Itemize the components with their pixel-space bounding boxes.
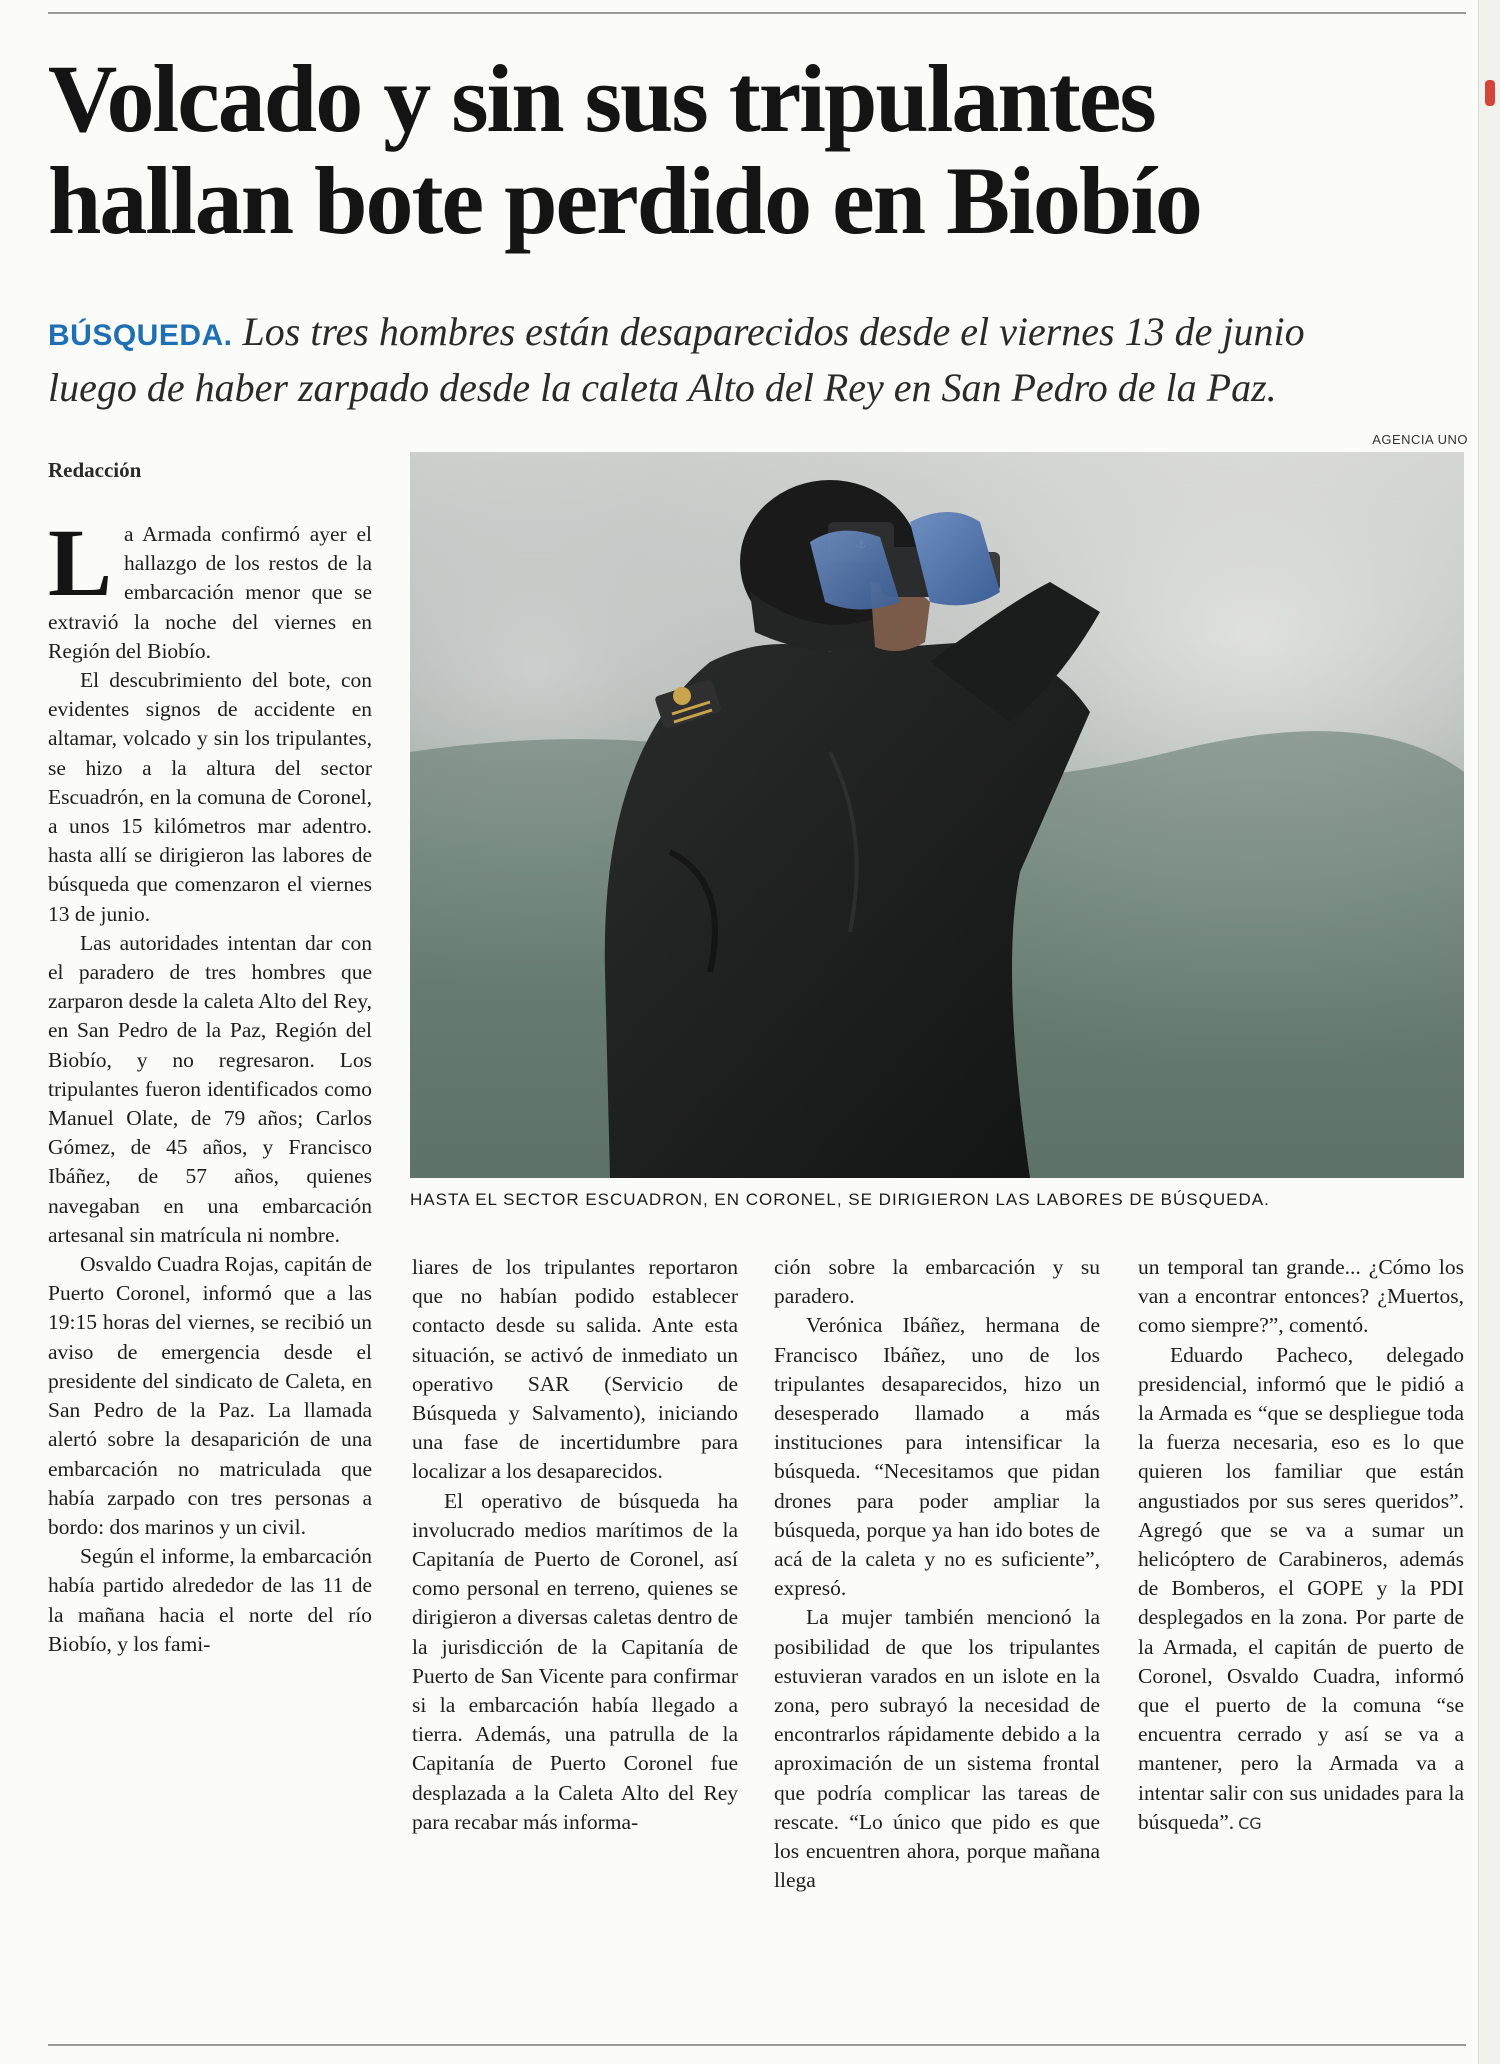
end-mark-icon: CG <box>1238 1813 1262 1833</box>
adjacent-page-edge <box>1478 0 1500 2064</box>
paragraph-5: Según el informe, la embarcación había partido alrededor de las 11 de la mañana hacia el norte del río Biobío, y los fami- <box>48 1544 372 1656</box>
paragraph-8: ción sobre la embarcación y su paradero. <box>774 1255 1100 1309</box>
article-column-3 <box>774 1253 1100 1895</box>
deck-text-1: Los tres hombres están desaparecidos desde el viernes 13 de junio <box>242 309 1305 354</box>
paragraph-9: Verónica Ibáñez, hermana de Francisco Ibáñez, uno de los tripulantes desaparecidos, hizo un desesperado llamado a más instituciones para intensificar la búsqueda. “Necesitamos que pidan drones para poder ampliar la búsqueda, porque ya han ido botes de acá de la caleta y no es suficiente”, expresó. <box>774 1313 1100 1601</box>
photo-illustration <box>410 452 1464 1178</box>
bottom-rule <box>48 2044 1466 2046</box>
paragraph-1-text: a Armada confirmó ayer el hallazgo de los restos de la embarcación menor que se extravió la noche del viernes en Región del Biobío. <box>48 522 372 663</box>
headline <box>48 45 1468 254</box>
deck-line-2: luego de haber zarpado desde la caleta Alto del Rey en San Pedro de la Paz. <box>48 365 1277 410</box>
headline-line-2: hallan bote perdido en Biobío <box>48 147 1201 254</box>
paragraph-1 <box>48 509 372 666</box>
deck-line-1 <box>48 306 1468 362</box>
article-column-4 <box>1138 1253 1464 1838</box>
paragraph-7: El operativo de búsqueda ha involucrado medios marítimos de la Capitanía de Puerto de Coronel, así como personal en terreno, quienes se dirigieron a diversas caletas dentro de la jurisdicción de la Capitanía de Puerto de San Vicente para confirmar si la embarcación había llegado a tierra. Además, una patrulla de la Capitanía de Puerto Coronel fue desplazada a la Caleta Alto del Rey para recabar más informa- <box>412 1488 738 1834</box>
deck-kicker: BÚSQUEDA. <box>48 319 233 352</box>
paragraph-12 <box>1138 1341 1464 1838</box>
photo-caption: HASTA EL SECTOR ESCUADRON, EN CORONEL, SE DIRIGIERON LAS LABORES DE BÚSQUEDA. <box>410 1190 1270 1209</box>
paragraph-3: Las autoridades intentan dar con el paradero de tres hombres que zarparon desde la caleta Alto del Rey, en San Pedro de la Paz, Región del Biobío, y no regresaron. Los tripulantes fueron identificados como Manuel Olate, de 79 años; Carlos Gómez, de 45 años, y Francisco Ibáñez, de 57 años, quienes navegaban en una embarcación artesanal sin matrícula ni nombre. <box>48 930 372 1247</box>
deck <box>48 306 1468 414</box>
photo-credit: AGENCIA UNO <box>1372 432 1468 447</box>
paragraph-11: un temporal tan grande... ¿Cómo los van a encontrar entonces? ¿Muertos, como siempre?”, comentó. <box>1138 1255 1464 1338</box>
article-column-2 <box>412 1253 738 1837</box>
headline-line-1: Volcado y sin sus tripulantes <box>48 45 1155 152</box>
paragraph-6: liares de los tripulantes reportaron que no habían podido establecer contacto desde su salida. Ante esta situación, se activó de inmediato un operativo SAR (Servicio de Búsqueda y Salvamento), iniciando una fase de incertidumbre para localizar a los desaparecidos. <box>412 1255 738 1484</box>
adjacent-page-red-mark <box>1485 80 1495 106</box>
byline: Redacción <box>48 458 142 482</box>
paragraph-4: Osvaldo Cuadra Rojas, capitán de Puerto Coronel, informó que a las 19:15 horas del viernes, se recibió un aviso de emergencia desde el presidente del sindicato de Caleta, en San Pedro de la Paz. La llamada alertó sobre la desaparición de una embarcación no matriculada que había zarpado con tres personas a bordo: dos marinos y un civil. <box>48 1252 372 1539</box>
paragraph-2: El descubrimiento del bote, con evidentes signos de accidente en altamar, volcado y sin los tripulantes, se hizo a la altura del sector Escuadrón, en la comuna de Coronel, a unos 15 kilómetros mar adentro. hasta allí se dirigieron las labores de búsqueda que comenzaron el viernes 13 de junio. <box>48 668 372 926</box>
paragraph-12-text: Eduardo Pacheco, delegado presidencial, informó que le pidió a la Armada es “que se despliegue toda la fuerza necesaria, eso es lo que quieren los familiar que están angustiados por sus seres queridos”. Agregó que se va a sumar un helicóptero de Carabineros, además de Bomberos, el GOPE y la PDI desplegados en la zona. Por parte de la Armada, el capitán de puerto de Coronel, Osvaldo Cuadra, informó que el puerto de la comuna “se encuentra cerrado y así se va a mantener, pero la Armada va a intentar salir con sus unidades para la búsqueda”. <box>1138 1342 1464 1834</box>
dropcap: L <box>48 509 113 616</box>
article-column-1 <box>48 509 372 1659</box>
news-photo <box>410 452 1464 1178</box>
top-rule <box>48 12 1466 14</box>
paragraph-10: La mujer también mencionó la posibilidad de que los tripulantes estuvieran varados en un islote en la zona, pero subrayó la necesidad de encontrarlos rápidamente debido a la aproximación de un sistema frontal que podría complicar las tareas de rescate. “Lo único que pido es que los encuentren ahora, porque mañana llega <box>774 1605 1100 1893</box>
